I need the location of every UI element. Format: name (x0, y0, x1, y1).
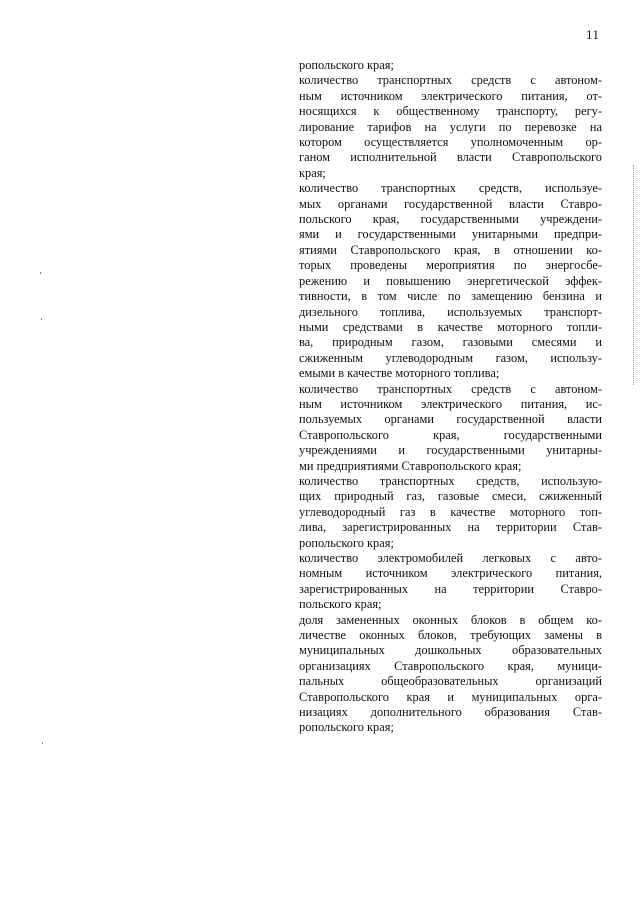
text-line: тивности, в том числе по замещению бензина и (299, 289, 602, 304)
scan-edge-line (633, 165, 635, 385)
paragraph (299, 613, 602, 736)
text-line: количество транспортных средств, использую- (299, 473, 602, 488)
text-line: сжиженным углеводородным газом, использу- (299, 350, 602, 365)
document-text (299, 58, 602, 736)
text-line: польского края, государственными учреждени- (299, 212, 602, 227)
text-line: ным источником электрического питания, от- (299, 88, 602, 103)
text-line: торых проведены мероприятия по энергосбе- (299, 258, 602, 273)
text-line: пальных общеобразовательных организаций (299, 674, 602, 689)
text-line: ями и государственными унитарными предпри- (299, 227, 602, 242)
text-line: ми предприятиями Ставропольского края; (299, 458, 522, 473)
text-line: ропольского края; (299, 720, 394, 735)
text-line: ным источником электрического питания, ис- (299, 396, 602, 411)
paragraph (299, 474, 602, 551)
text-line: углеводородный газ в качестве моторного топ- (299, 504, 602, 519)
text-line: ропольского края; (299, 58, 394, 72)
paragraph (299, 181, 602, 381)
text-line: лива, зарегистрированных на территории Став- (299, 520, 602, 535)
text-line: щих природный газ, газовые смеси, сжиженный (299, 489, 602, 504)
text-line: лирование тарифов на услуги по перевозке на (299, 119, 602, 134)
paragraph (299, 58, 602, 73)
text-line: емыми в качестве моторного топлива; (299, 366, 500, 381)
text-line: котором осуществляется уполномоченным ор- (299, 135, 602, 150)
text-line: ятиями Ставропольского края, в отношении ко- (299, 242, 602, 257)
text-line: личестве оконных блоков, требующих замены в (299, 628, 602, 643)
text-line: мых органами государственной власти Ставро- (299, 196, 602, 211)
scan-margin-mark (42, 742, 43, 744)
text-line: режению и повышению энергетической эффек- (299, 273, 602, 288)
text-line: учреждениями и государственными унитарны- (299, 443, 602, 458)
text-line: количество транспортных средств с автоном- (299, 73, 602, 88)
text-line: организациях Ставропольского края, муници- (299, 658, 602, 673)
text-line: дизельного топлива, используемых транспорт- (299, 304, 602, 319)
text-line: польского края; (299, 597, 382, 612)
text-line: количество транспортных средств, используе- (299, 181, 602, 196)
text-line: Ставропольского края и муниципальных орга- (299, 689, 602, 704)
text-line: ропольского края; (299, 535, 394, 550)
page-number: 11 (586, 27, 600, 42)
text-line: зарегистрированных на территории Ставро- (299, 581, 602, 596)
paragraph (299, 551, 602, 613)
scan-margin-mark (41, 318, 42, 320)
text-line: количество транспортных средств с автоном- (299, 381, 602, 396)
text-line: ва, природным газом, газовыми смесями и (299, 335, 602, 350)
text-line: доля замененных оконных блоков в общем ко- (299, 612, 602, 627)
text-line: муниципальных дошкольных образовательных (299, 643, 602, 658)
text-line: ганом исполнительной власти Ставропольского (299, 150, 602, 165)
text-line: ными средствами в качестве моторного топли- (299, 319, 602, 334)
text-line: Ставропольского края, государственными (299, 427, 602, 442)
paragraph (299, 73, 602, 181)
text-line: номным источником электрического питания, (299, 566, 602, 581)
paragraph (299, 382, 602, 474)
text-line: пользуемых органами государственной власти (299, 412, 602, 427)
text-line: низациях дополнительного образования Став- (299, 705, 602, 720)
text-line: носящихся к общественному транспорту, регу- (299, 104, 602, 119)
scan-margin-mark (40, 272, 41, 274)
text-line: количество электромобилей легковых с авто- (299, 551, 602, 565)
text-line: края; (299, 165, 326, 180)
